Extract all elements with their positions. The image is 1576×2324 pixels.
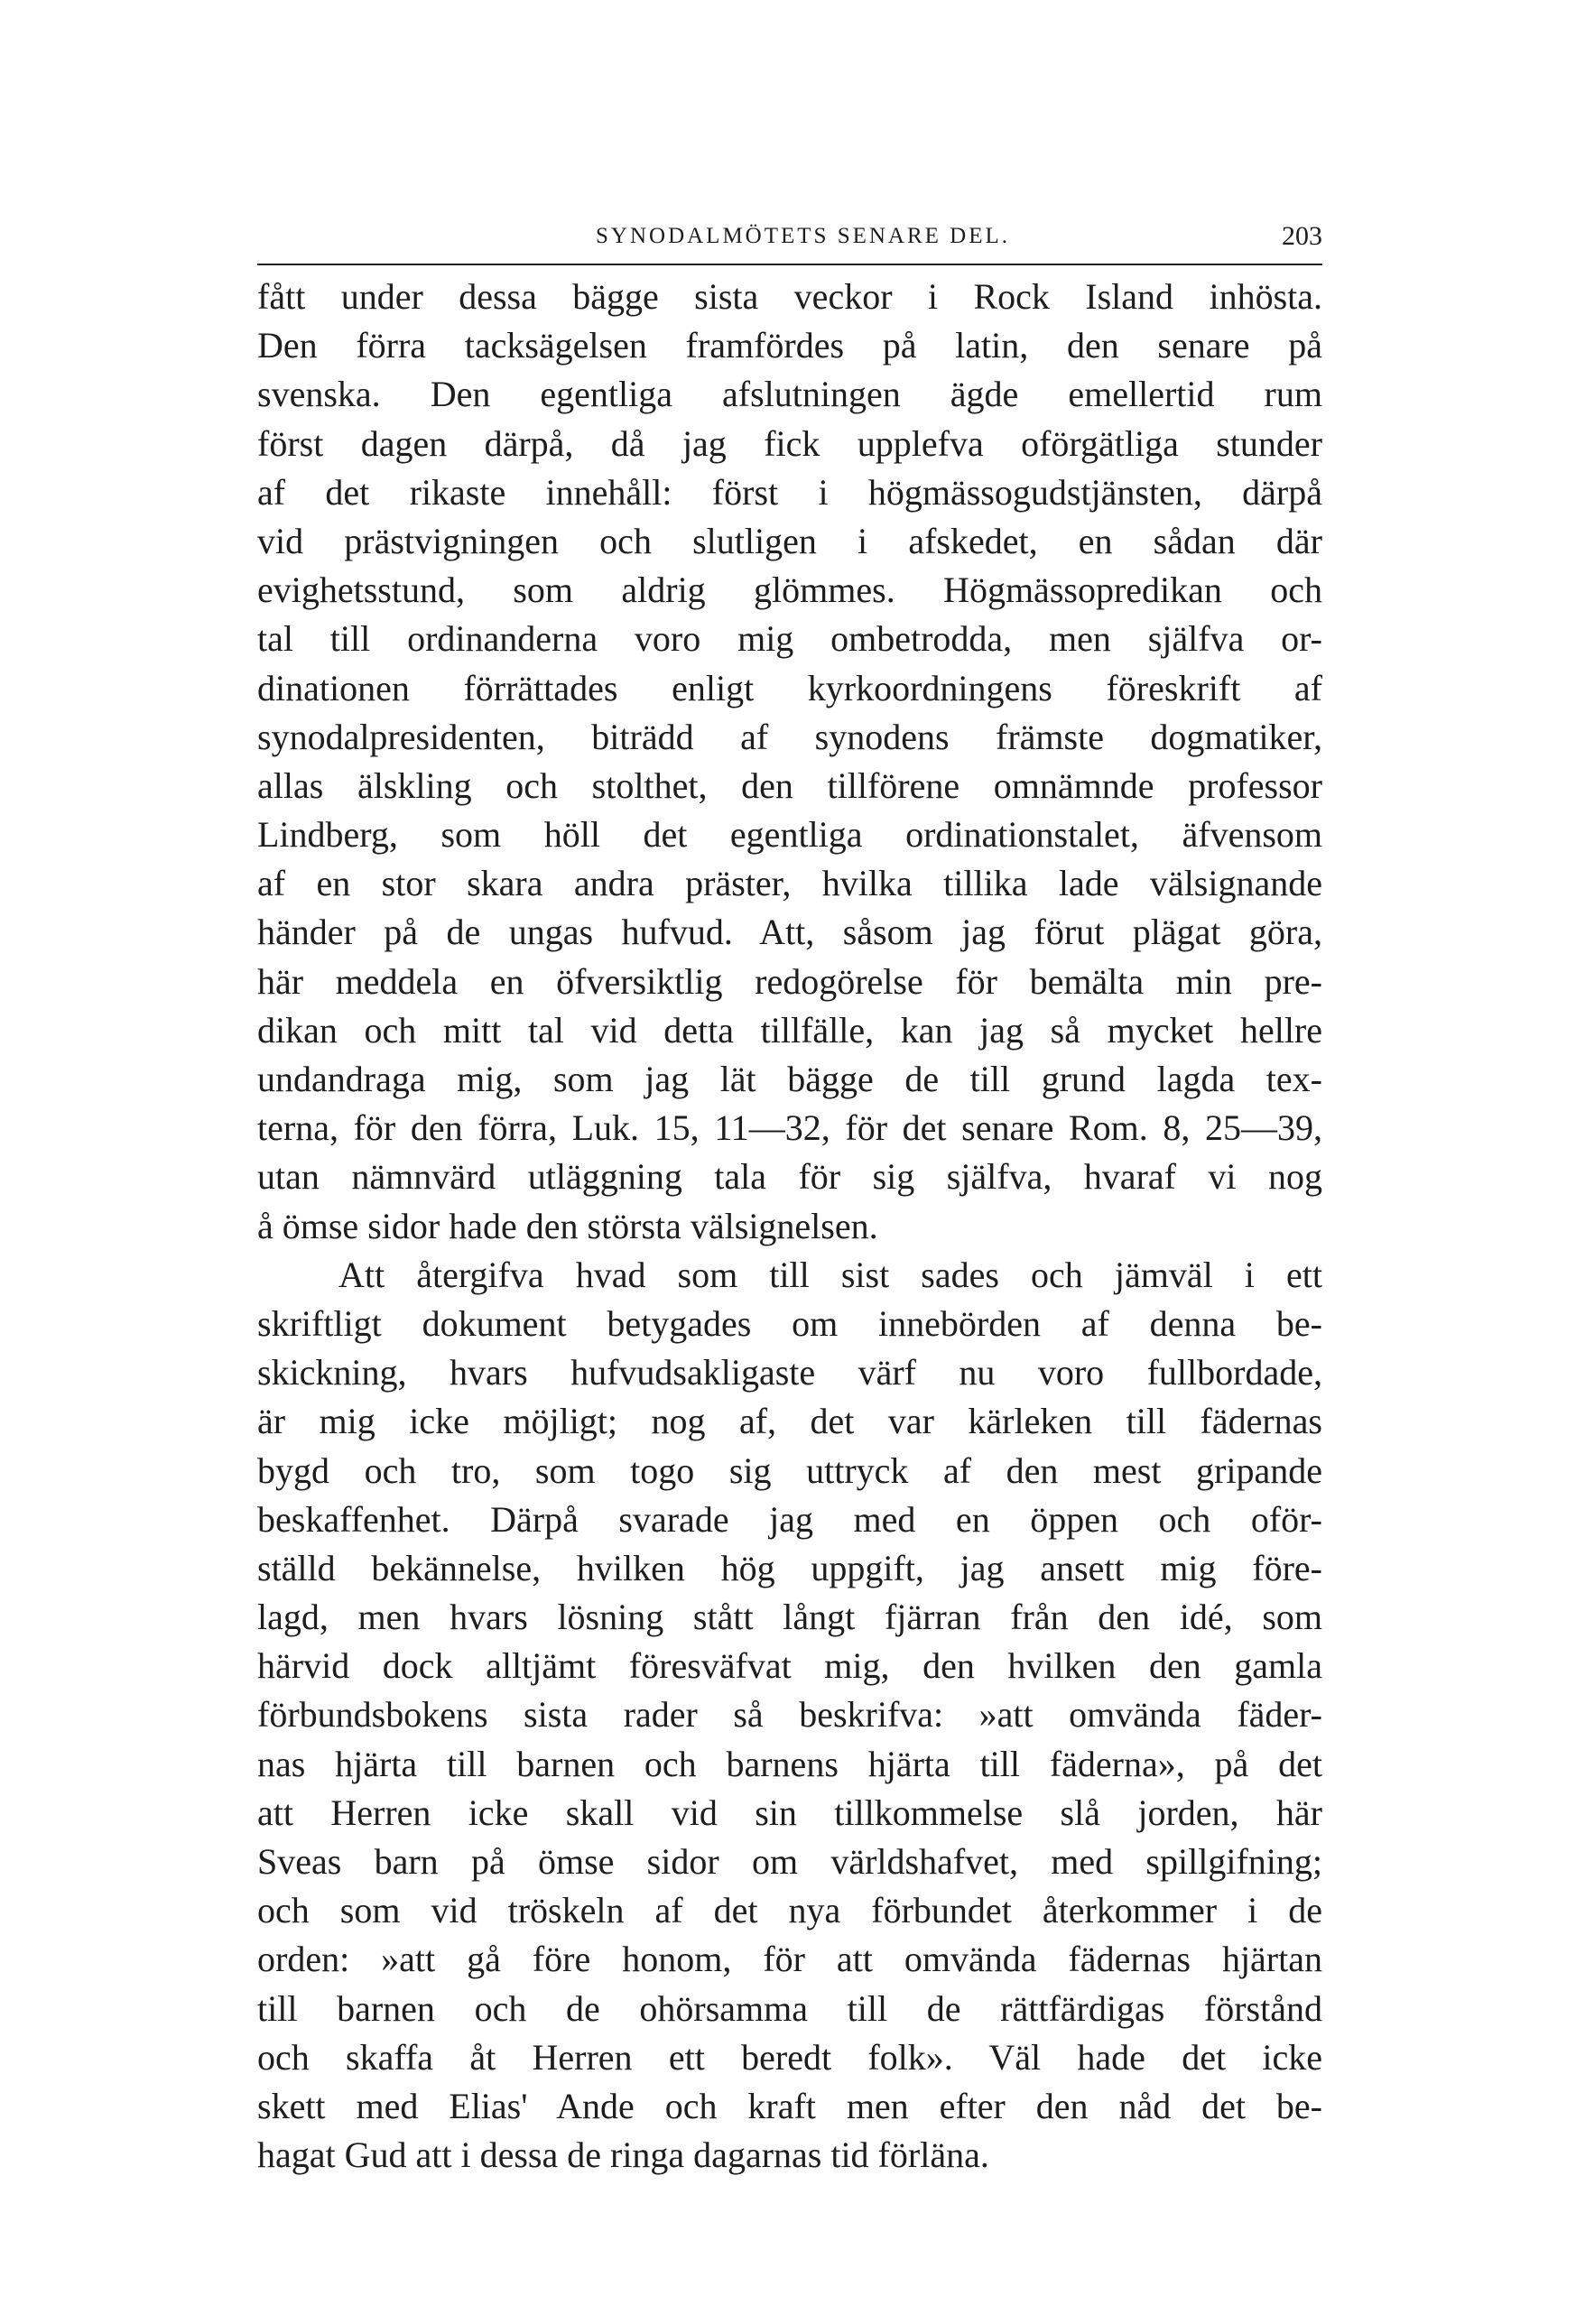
text-line: af en stor skara andra präster, hvilka tillika lade välsignande <box>257 863 1322 904</box>
text-line: är mig icke möjligt; nog af, det var kärleken till fädernas <box>257 1401 1322 1442</box>
text-line: ställd bekännelse, hvilken hög uppgift, jag ansett mig före- <box>257 1547 1322 1588</box>
body-text <box>257 273 1322 2180</box>
text-line: att Herren icke skall vid sin tillkommelse slå jorden, här <box>257 1792 1322 1833</box>
text-line: tal till ordinanderna voro mig ombetrodda, men själfva or- <box>257 618 1322 660</box>
running-head <box>257 217 1322 260</box>
text-line: terna, för den förra, Luk. 15, 11—32, för det senare Rom. 8, 25—39, <box>257 1107 1322 1149</box>
text-line: af det rikaste innehåll: först i högmässogudstjänsten, därpå <box>257 471 1322 513</box>
text-line: skickning, hvars hufvudsakligaste värf nu voro fullbordade, <box>257 1352 1322 1393</box>
text-line: Sveas barn på ömse sidor om världshafvet, med spillgifning; <box>257 1841 1322 1882</box>
text-line: händer på de ungas hufvud. Att, såsom jag förut plägat göra, <box>257 912 1322 953</box>
text-line: evighetsstund, som aldrig glömmes. Högmässopredikan och <box>257 569 1322 611</box>
text-line: till barnen och de ohörsamma till de rättfärdigas förstånd <box>257 1987 1322 2029</box>
text-line: utan nämnvärd utläggning tala för sig själfva, hvaraf vi nog <box>257 1156 1322 1198</box>
text-line: allas älskling och stolthet, den tillförene omnämnde professor <box>257 764 1322 806</box>
page-number: 203 <box>1282 221 1322 251</box>
paragraph-first-line: Att återgifva hvad som till sist sades och jämväl i ett <box>338 1254 1322 1295</box>
text-line: lagd, men hvars lösning stått långt fjärran från den idé, som <box>257 1597 1322 1638</box>
text-line: dikan och mitt tal vid detta tillfälle, kan jag så mycket hellre <box>257 1009 1322 1051</box>
text-line: först dagen därpå, då jag fick upplefva oförgätliga stunder <box>257 422 1322 464</box>
running-title: SYNODALMÖTETS SENARE DEL. <box>596 224 1011 248</box>
text-line: Lindberg, som höll det egentliga ordinationstalet, äfvensom <box>257 814 1322 856</box>
text-line: undandraga mig, som jag lät bägge de till grund lagda tex- <box>257 1059 1322 1099</box>
text-line: förbundsbokens sista rader så beskrifva: »att omvända fäder- <box>257 1694 1322 1736</box>
text-line: beskaffenhet. Därpå svarade jag med en öppen och oför- <box>257 1498 1322 1540</box>
text-line: nas hjärta till barnen och barnens hjärta till fäderna», på det <box>257 1743 1322 1784</box>
text-line: härvid dock alltjämt föresväfvat mig, den hvilken den gamla <box>257 1645 1322 1687</box>
paragraph-last-line: hagat Gud att i dessa de ringa dagarnas tid förläna. <box>257 2134 989 2176</box>
text-line: skriftligt dokument betygades om innebörden af denna be- <box>257 1302 1322 1344</box>
text-line: skett med Elias' Ande och kraft men efter den nåd det be- <box>257 2085 1322 2126</box>
text-line: bygd och tro, som togo sig uttryck af den mest gripande <box>257 1449 1322 1491</box>
text-line: dinationen förrättades enligt kyrkoordningens föreskrift af <box>257 667 1322 708</box>
text-line: och som vid tröskeln af det nya förbundet återkommer i de <box>257 1890 1322 1931</box>
text-line: synodalpresidenten, biträdd af synodens främste dogmatiker, <box>257 716 1322 757</box>
text-line: svenska. Den egentliga afslutningen ägde emellertid rum <box>257 374 1322 415</box>
paragraph-last-line: å ömse sidor hade den största välsignelsen. <box>257 1205 878 1246</box>
header-rule <box>257 264 1322 265</box>
text-line: Den förra tacksägelsen framfördes på latin, den senare på <box>257 325 1322 366</box>
text-line: fått under dessa bägge sista veckor i Rock Island inhösta. <box>257 276 1322 317</box>
text-line: orden: »att gå före honom, för att omvända fädernas hjärtan <box>257 1939 1322 1980</box>
text-line: vid prästvigningen och slutligen i afskedet, en sådan där <box>257 520 1322 561</box>
text-line: här meddela en öfversiktlig redogörelse för bemälta min pre- <box>257 960 1322 1002</box>
text-line: och skaffa åt Herren ett beredt folk». Väl hade det icke <box>257 2036 1322 2078</box>
